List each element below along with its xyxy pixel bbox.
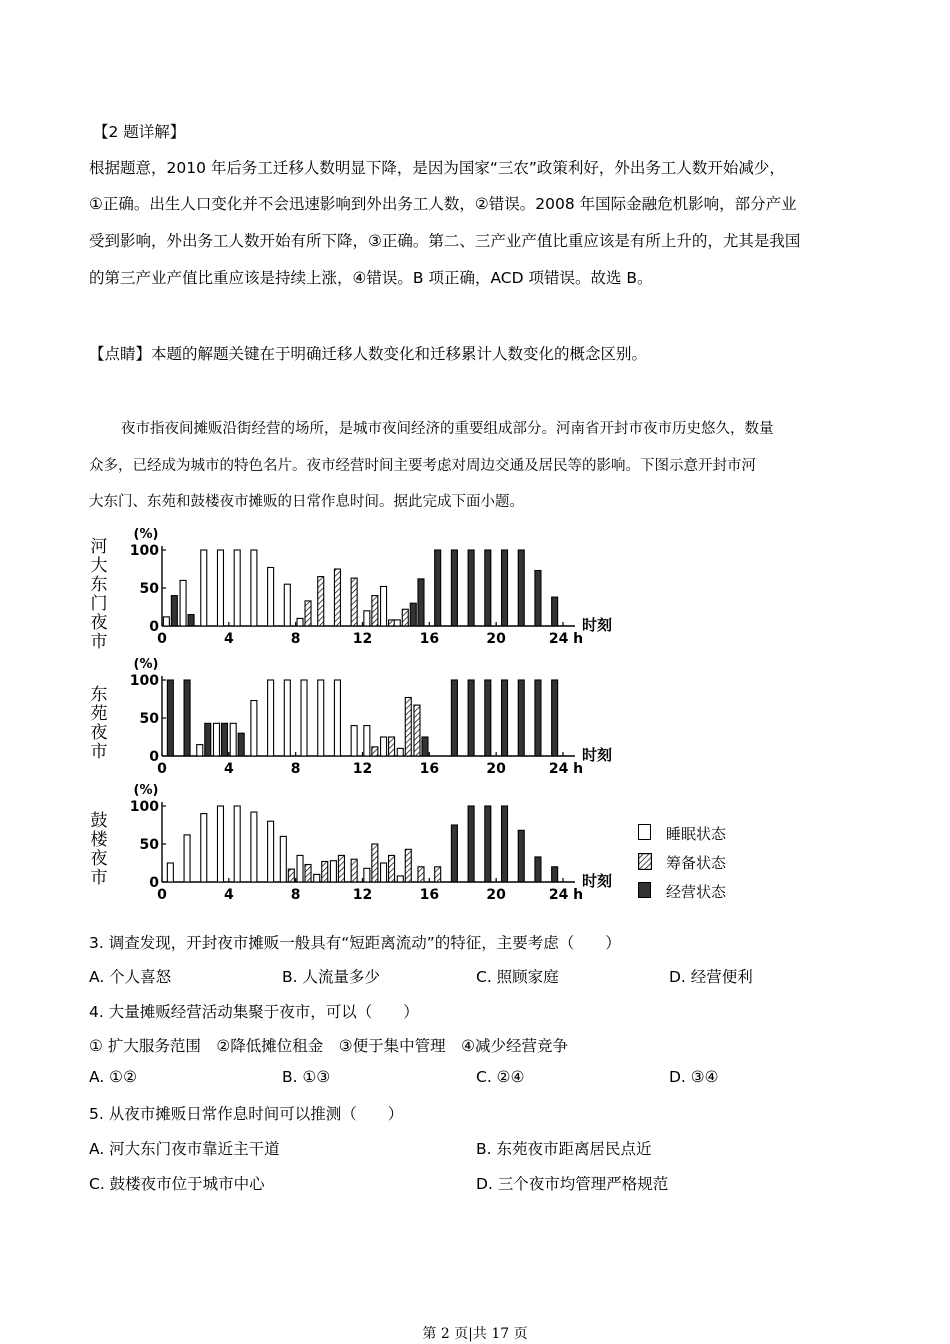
sleep-bar [301,680,307,756]
x-axis-label: 时刻 [582,872,613,890]
prep-bar [402,609,408,626]
sleep-bar [197,745,203,756]
intro-line: 众多，已经成为城市的特色名片。夜市经营时间主要考虑对周边交通及居民等的影响。下图示意开封市河 [89,458,756,474]
q5-option-d[interactable]: D. 三个夜市均管理严格规范 [476,1175,669,1193]
oper-bar [552,680,558,756]
panel-label-gulou: 鼓楼夜市 [90,811,108,888]
oper-bar [238,733,244,756]
oper-bar [502,550,508,626]
sleep-bar [381,737,387,756]
legend-oper-label: 经营状态 [666,883,727,901]
q5-option-a[interactable]: A. 河大东门夜市靠近主干道 [89,1140,280,1158]
oper-bar [518,680,524,756]
q5-option-b[interactable]: B. 东苑夜市距离居民点近 [476,1140,652,1158]
paragraph-line: 的第三产业产值比重应该是持续上涨，④错误。B 项正确，ACD 项错误。故选 B。 [89,269,653,287]
x-tick-label: 20 [486,631,506,647]
oper-bar [184,680,190,756]
prep-bar [351,859,357,882]
prep-bar [338,855,344,882]
prep-bar [318,577,324,626]
x-tick-label: 16 [419,761,440,777]
y-tick-label: 100 [129,543,159,559]
question-4-stem: 4. 大量摊贩经营活动集聚于夜市，可以（ ） [89,1003,419,1021]
page-footer: 第 2 页|共 17 页 [422,1326,528,1342]
y-tick-label: 50 [139,711,159,727]
q4-option-b[interactable]: B. ①③ [282,1068,331,1086]
y-unit-label: (%) [133,527,159,542]
oper-bar [221,723,227,756]
x-tick-label: 0 [157,631,167,647]
sleep-bar [234,806,240,882]
oper-bar [468,680,474,756]
sleep-bar [201,814,207,882]
prep-bar [435,867,441,882]
oper-bar [167,680,173,756]
x-tick-label: 0 [157,761,167,777]
x-tick-label: 12 [352,887,373,903]
y-tick-label: 0 [149,749,159,765]
sleep-bar [251,550,257,626]
sleep-bar [163,617,169,626]
x-tick-label: 4 [223,631,234,647]
oper-bar [535,680,541,756]
sleep-bar [314,874,320,882]
x-tick-label: 24 h [548,887,584,903]
prep-bar [418,867,424,882]
oper-bar [552,597,558,626]
y-tick-label: 0 [149,875,159,891]
oper-bar [188,615,194,626]
x-tick-label: 24 h [548,631,584,647]
x-tick-label: 20 [486,887,506,903]
oper-bar [451,550,457,626]
sleep-bar [381,586,387,626]
section-heading: 【2 题详解】 [93,123,186,141]
y-tick-label: 0 [149,619,159,635]
prep-bar [389,737,395,756]
question-5-stem: 5. 从夜市摊贩日常作息时间可以推测（ ） [89,1105,404,1123]
sleep-bar [297,855,303,882]
legend-sleep-label: 睡眠状态 [666,825,727,843]
panel-label-hedadongmen: 河大东门夜市 [90,537,108,652]
sleep-bar [213,723,219,756]
q3-option-a[interactable]: A. 个人喜怒 [89,968,172,986]
paragraph-line: ①正确。出生人口变化并不会迅速影响到外出务工人数，②错误。2008 年国际金融危机影响，部分产业 [89,195,797,213]
oper-bar [410,603,416,626]
x-tick-label: 16 [419,887,440,903]
x-tick-label: 0 [157,887,167,903]
q5-option-c[interactable]: C. 鼓楼夜市位于城市中心 [89,1175,265,1193]
prep-bar [389,855,395,882]
x-tick-label: 16 [419,631,440,647]
paragraph-line: 受到影响，外出务工人数开始有所下降，③正确。第二、三产业产值比重应该是有所上升的，尤其是我国 [89,232,801,250]
sleep-bar [251,812,257,882]
question-3-stem: 3. 调查发现，开封夜市摊贩一般具有“短距离流动”的特征，主要考虑（ ） [89,934,621,952]
prep-bar [305,601,311,626]
oper-bar [485,806,491,882]
sleep-bar [280,836,286,882]
oper-bar [205,723,211,756]
oper-bar [451,680,457,756]
prep-bar [305,865,311,882]
sleep-bar [297,618,303,626]
legend-prep-swatch [638,853,652,870]
oper-bar [535,857,541,882]
sleep-bar [381,863,387,882]
oper-bar [468,550,474,626]
sleep-bar [167,863,173,882]
sleep-bar [180,580,186,626]
prep-bar [334,569,340,626]
x-tick-label: 8 [290,631,301,647]
q3-option-c[interactable]: C. 照顾家庭 [476,968,559,986]
y-unit-label: (%) [133,657,159,672]
q4-items: ① 扩大服务范围 ②降低摊位租金 ③便于集中管理 ④减少经营竞争 [89,1037,569,1055]
sleep-bar [268,821,274,882]
sleep-bar [251,701,257,756]
sleep-bar [364,611,370,626]
legend-oper-swatch [638,882,651,898]
sleep-bar [234,550,240,626]
intro-line: 夜市指夜间摊贩沿街经营的场所，是城市夜间经济的重要组成部分。河南省开封市夜市历史悠久，数量 [121,421,774,437]
oper-bar [435,550,441,626]
oper-bar [502,680,508,756]
sleep-bar [394,620,400,626]
y-tick-label: 100 [129,799,159,815]
x-tick-label: 20 [486,761,506,777]
sleep-bar [397,748,403,756]
sleep-bar [351,726,357,756]
paragraph-line: 根据题意，2010 年后务工迁移人数明显下降，是因为国家“三农”政策利好，外出务工人数开始减少， [89,159,785,177]
intro-line: 大东门、东苑和鼓楼夜市摊贩的日常作息时间。据此完成下面小题。 [89,494,524,510]
q4-option-a[interactable]: A. ①② [89,1068,137,1086]
sleep-bar [201,550,207,626]
y-tick-label: 50 [139,581,159,597]
x-tick-label: 8 [290,761,301,777]
oper-bar [535,571,541,626]
x-axis-label: 时刻 [582,616,613,634]
sleep-bar [364,726,370,756]
y-unit-label: (%) [133,783,159,798]
x-tick-label: 4 [223,887,234,903]
prep-bar [351,578,357,626]
x-tick-label: 12 [352,631,373,647]
sleep-bar [364,868,370,882]
sleep-bar [330,861,336,882]
prep-bar [389,620,395,626]
prep-bar [322,861,328,882]
prep-bar [372,844,378,882]
q4-option-d[interactable]: D. ③④ [669,1068,719,1086]
oper-bar [468,806,474,882]
sleep-bar [217,550,223,626]
oper-bar [418,579,424,626]
q3-option-b[interactable]: B. 人流量多少 [282,968,380,986]
x-tick-label: 4 [223,761,234,777]
x-tick-label: 12 [352,761,373,777]
oper-bar [518,550,524,626]
q3-option-d[interactable]: D. 经营便利 [669,968,753,986]
prep-bar [405,697,411,756]
panel-label-dongyuan: 东苑夜市 [90,685,108,762]
legend-prep-label: 筹备状态 [666,854,727,872]
y-tick-label: 50 [139,837,159,853]
sleep-bar [184,835,190,882]
sleep-bar [284,584,290,626]
x-tick-label: 8 [290,887,301,903]
sleep-bar [284,680,290,756]
oper-bar [422,737,428,756]
oper-bar [518,830,524,882]
legend-sleep-swatch [638,824,651,840]
prep-bar [414,705,420,756]
oper-bar [552,867,558,882]
x-axis-label: 时刻 [582,746,613,764]
oper-bar [485,550,491,626]
sleep-bar [318,680,324,756]
sleep-bar [268,680,274,756]
oper-bar [502,806,508,882]
oper-bar [171,596,177,626]
tip-text: 【点睛】本题的解题关键在于明确迁移人数变化和迁移累计人数变化的概念区别。 [89,345,648,363]
x-tick-label: 24 h [548,761,584,777]
sleep-bar [230,723,236,756]
prep-bar [372,747,378,756]
sleep-bar [397,876,403,882]
sleep-bar [268,567,274,626]
oper-bar [485,680,491,756]
sleep-bar [217,806,223,882]
q4-option-c[interactable]: C. ②④ [476,1068,525,1086]
prep-bar [372,596,378,626]
prep-bar [405,849,411,882]
oper-bar [451,825,457,882]
sleep-bar [334,680,340,756]
prep-bar [288,869,294,882]
y-tick-label: 100 [129,673,159,689]
